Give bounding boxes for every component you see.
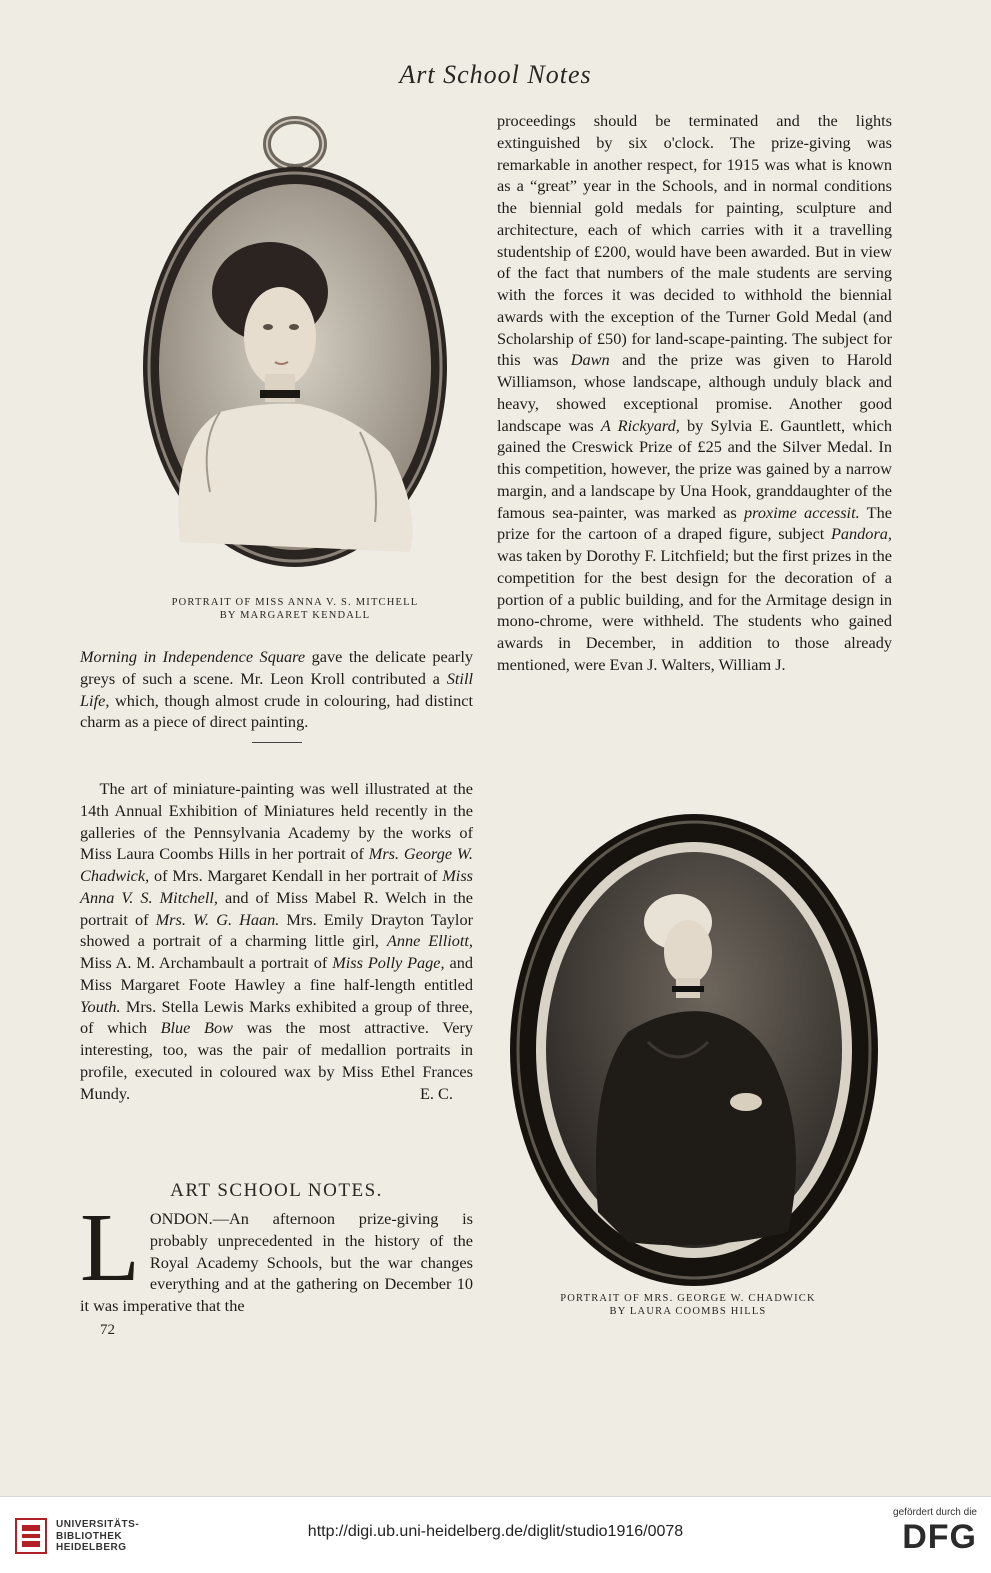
digital-library-url[interactable]: http://digi.ub.uni-heidelberg.de/diglit/studio1916/0078 xyxy=(307,1523,684,1540)
italic-title: Anne Elliott, xyxy=(386,931,473,951)
drop-cap: L xyxy=(80,1194,140,1302)
italic-phrase: proxime accessit. xyxy=(744,502,860,522)
text-run: The art of miniature-painting was well illustrated at the 14th Annual Exhibition of Miniatures held recently in the galleries of the Pennsylvania Academy by the works of Miss Laura Coombs Hills in her portrait of xyxy=(80,779,473,864)
library-name-line: UNIVERSITÄTS- xyxy=(56,1519,140,1530)
italic-title: Still Life, xyxy=(80,668,473,710)
italic-title: Youth. xyxy=(80,996,121,1016)
portrait-mrs-chadwick xyxy=(508,812,880,1288)
text-run: The prize for the cartoon of a draped figure, subject xyxy=(497,502,892,544)
caption-portrait-2 xyxy=(508,1292,868,1318)
right-column-text xyxy=(497,110,892,676)
portrait-miss-anna-mitchell xyxy=(140,112,450,572)
text-run: ONDON.—An afternoon prize-giving is probably unprecedented in the history of the Royal Academy Schools, but the war changes everything and at the gathering on December 10 it was imperative that the xyxy=(80,1209,473,1315)
art-school-notes-paragraph xyxy=(80,1194,473,1317)
page-number: 72 xyxy=(100,1322,115,1338)
text-run: by Sylvia E. Gauntlett, which gained the Creswick Prize of £25 and the Silver Medal. In this competition, however, the prize was gained by a narrow margin, and a landscape by Una Hook, granddaughter of the famous sea-painter, was marked as xyxy=(497,415,893,522)
italic-title: Mrs. W. G. Haan. xyxy=(155,909,280,929)
caption-line: PORTRAIT OF MRS. GEORGE W. CHADWICK xyxy=(560,1293,816,1304)
text-run: and Miss Margaret Foote Hawley a fine half-length entitled xyxy=(80,953,474,994)
section-divider xyxy=(252,742,302,743)
dfg-logo[interactable]: DFG xyxy=(902,1518,977,1556)
italic-title: Morning in Independence Square xyxy=(80,647,306,666)
text-run: Mrs. Emily Drayton Taylor showed a portrait of a charming little girl, xyxy=(80,909,474,951)
text-run: was taken by Dorothy F. Litchfield; but the first prizes in the competition for the best design for the decoration of a portion of a public building, and for the Armitage design in mono-chrome, were withheld. The students who gained awards in December, in addition to those already mentioned, were Evan J. Walters, William J. xyxy=(497,546,892,674)
text-run: Miss A. M. Archambault a portrait of xyxy=(80,953,333,972)
text-run: proceedings should be terminated and the lights extinguished by six o'clock. The prize-giving was remarkable in another respect, for 1915 was what is known as a “great” year in the Schools, and in normal conditions the biennial gold medals for painting, sculpture and architecture, each of which carries with it a travelling studentship of £200, would have been awarded. But in view of the fact that numbers of the male students are serving with the forces it was decided to withhold the biennial awards with the exception of the Turner Gold Medal (and Scholarship of £50) for land-scape-painting. The subject for this was xyxy=(497,111,892,370)
text-run: was the most attractive. Very interesting, too, was the pair of medallion portraits in profile, executed in coloured wax by Miss Ethel Frances Mundy. xyxy=(80,1018,473,1103)
library-name-line: BIBLIOTHEK xyxy=(56,1530,123,1542)
running-head: Art School Notes xyxy=(399,60,592,89)
italic-title: Miss Anna V. S. Mitchell, xyxy=(80,866,473,907)
italic-title: Dawn xyxy=(570,350,610,370)
caption-portrait-1 xyxy=(120,596,470,622)
library-name-line: HEIDELBERG xyxy=(56,1542,127,1553)
left-column-paragraph-a xyxy=(80,646,473,733)
caption-line: BY MARGARET KENDALL xyxy=(219,610,371,621)
text-run: and of Miss Mabel R. Welch in the portrait of xyxy=(80,887,473,929)
italic-title: Pandora, xyxy=(830,524,892,544)
sponsor-label: gefördert durch die xyxy=(893,1507,977,1518)
text-run: and the prize was given to Harold Williamson, whose landscape, although unduly black and heavy, showed exceptional promise. Another good landscape was xyxy=(497,350,893,435)
italic-title: A Rickyard, xyxy=(600,415,680,435)
paragraph xyxy=(497,110,892,676)
paragraph xyxy=(80,778,473,1104)
caption-line: PORTRAIT OF MISS ANNA V. S. MITCHELL xyxy=(171,597,419,608)
author-signature: E. C. xyxy=(419,1083,453,1103)
paragraph xyxy=(80,646,473,733)
text-run: of Mrs. Margaret Kendall in her portrait of xyxy=(149,866,443,885)
italic-title: Miss Polly Page, xyxy=(332,953,445,972)
italic-title: Mrs. George W. Chadwick, xyxy=(80,844,473,885)
text-run: gave the delicate pearly greys of such a scene. Mr. Leon Kroll contributed a xyxy=(80,647,474,688)
text-run: which, though almost crude in colouring, had distinct charm as a piece of direct painting. xyxy=(80,690,473,732)
footer-bar xyxy=(0,1496,991,1573)
section-title: ART SCHOOL NOTES. xyxy=(170,1180,383,1201)
left-column-paragraph-b xyxy=(80,778,473,1104)
caption-line: BY LAURA COOMBS HILLS xyxy=(609,1306,767,1317)
sponsor-block xyxy=(857,1507,977,1556)
text-run: Mrs. Stella Lewis Marks exhibited a group of three, of which xyxy=(80,996,473,1038)
italic-title: Blue Bow xyxy=(160,1018,233,1038)
